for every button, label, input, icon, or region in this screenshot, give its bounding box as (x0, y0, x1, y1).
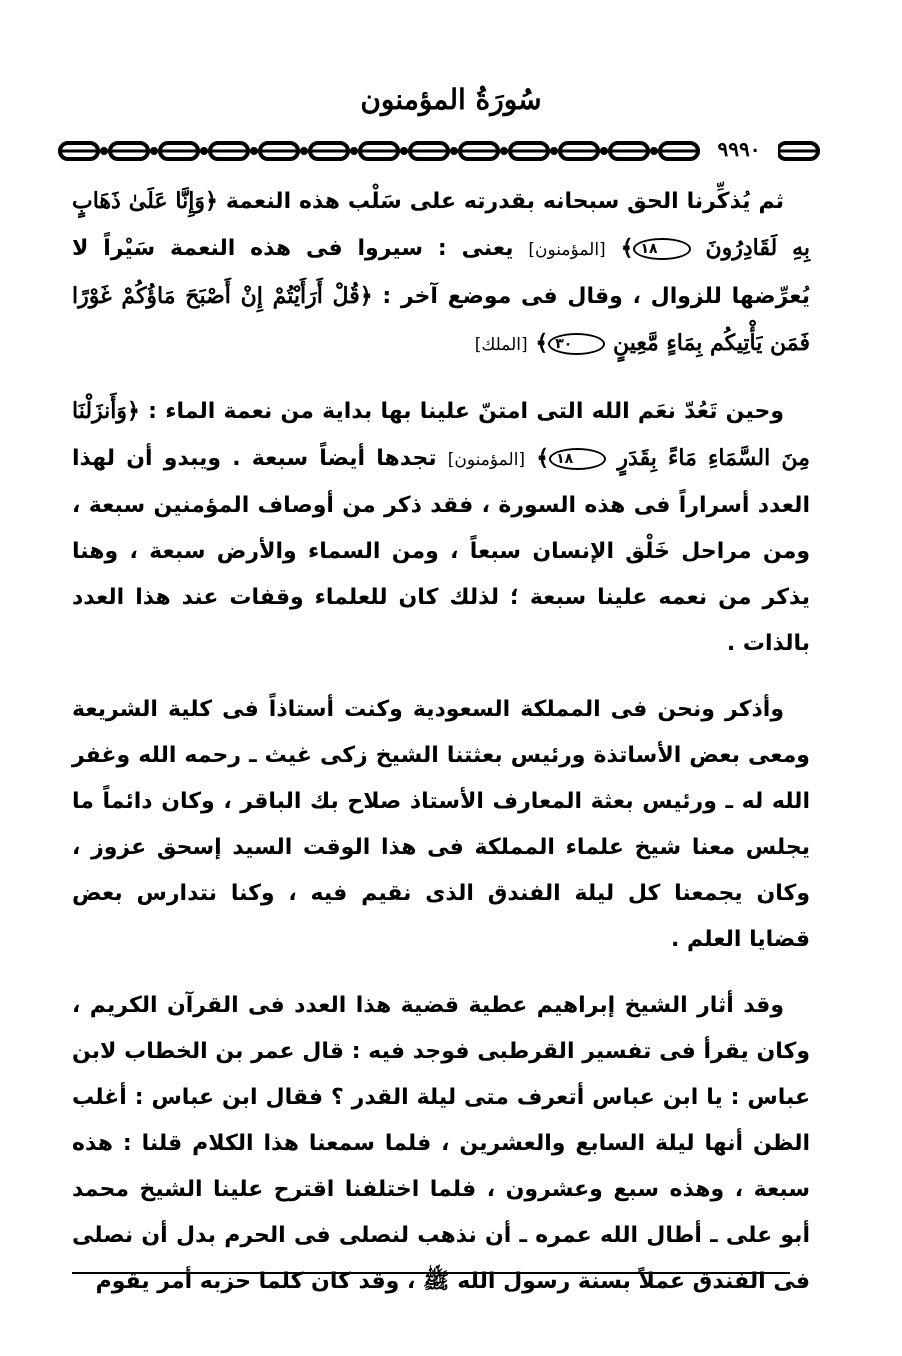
surah-title: سُورَةُ المؤمنون (360, 83, 542, 116)
ayah-number: ٣٠ (548, 333, 605, 355)
quran-verse: ﴿قُلْ أَرَأَيْتُمْ إِنْ أَصْبَحَ مَاؤُكُمْ غَوْرًا فَمَن يَأْتِيكُم بِمَاءٍ مَّعِينٍ (72, 283, 810, 356)
paragraph-2 (72, 388, 810, 667)
surah-reference: [المؤمنون] (528, 240, 606, 260)
footer-rule (72, 1272, 790, 1274)
body-text (72, 178, 810, 1325)
text: ثم يُذكِّرنا الحق سبحانه بقدرته على سَلْب هذه النعمة (225, 189, 784, 214)
surah-reference: [المؤمنون] (447, 450, 526, 470)
salawat-symbol: ﷺ (423, 1269, 450, 1294)
quran-verse: ﴿وَإِنَّا عَلَىٰ ذَهَابٍ بِهِ لَقَادِرُونَ (72, 188, 810, 261)
surah-reference: [الملك] (474, 335, 528, 355)
verse-close: ﴾ (536, 445, 550, 471)
text: يعنى : سيروا فى هذه النعمة سَيْراً لا يُعرِّضها للزوال ، وقال فى موضع آخر : (72, 236, 810, 309)
paragraph-3: وأذكر ونحن فى المملكة السعودية وكنت أستاذاً فى كلية الشريعة ومعى بعض الأساتذة ورئيس بعثتنا الشيخ زكى غيث ـ رحمه الله وغفر الله له ـ ورئيس بعثة المعارف الأستاذ صلاح بك الباقر ، وكان دائماً ما يجلس معنا شيخ علماء المملكة فى هذا الوقت السيد إسحق عزوز ، وكان يجمعنا كل ليلة الفندق الذى نقيم فيه ، وكنا نتدارس بعض قضايا العلم . (72, 697, 810, 952)
paragraph-1 (72, 178, 810, 368)
text: ، وقد كان كلما حزبه أمر يقوم (95, 1269, 416, 1294)
verse-close: ﴾ (535, 330, 549, 356)
text: وقد أثار الشيخ إبراهيم عطية قضية هذا العدد فى القرآن الكريم ، وكان يقرأ فى تفسير القرطبى فوجد فيه : قال عمر بن الخطاب لابن عباس : يا ابن عباس أتعرف متى ليلة القدر ؟ فقال ابن عباس : أغلب الظن أنها ليلة السابع والعشرين ، فلما سمعنا هذا الكلام قلنا : هذه سبعة ، وهذه سبع وعشرون ، فلما اختلفنا اقترح علينا الشيخ محمد أبو على ـ أطال الله عمره ـ أن نذهب لنصلى فى الحرم بدل أن نصلى فى الفندق عملاً بسنة رسول الله (72, 993, 810, 1294)
ayah-number: ١٨ (633, 238, 690, 260)
verse-close: ﴾ (620, 235, 634, 261)
paragraph-4 (72, 983, 810, 1305)
text: وحين تَعُدّ نعَم الله التى امتنّ علينا بها بداية من نعمة الماء : (148, 399, 784, 424)
text: تجدها أيضاً سبعة . ويبدو أن لهذا العدد أسراراً فى هذه السورة ، فقد ذكر من أوصاف المؤمنين سبعة ، ومن مراحل خَلْق الإنسان سبعاً ، ومن السماء والأرض سبعة ، وهنا يذكر من نعمه علينا سبعة ؛ لذلك كان للعلماء وقفات عند هذا العدد بالذات . (72, 446, 810, 656)
page-number: ٩٩٩٠ (700, 134, 778, 164)
ayah-number: ١٨ (549, 448, 606, 470)
quran-verse: ﴿وَأَنزَلْنَا مِنَ السَّمَاءِ مَاءً بِقَدَرٍ (72, 398, 810, 471)
